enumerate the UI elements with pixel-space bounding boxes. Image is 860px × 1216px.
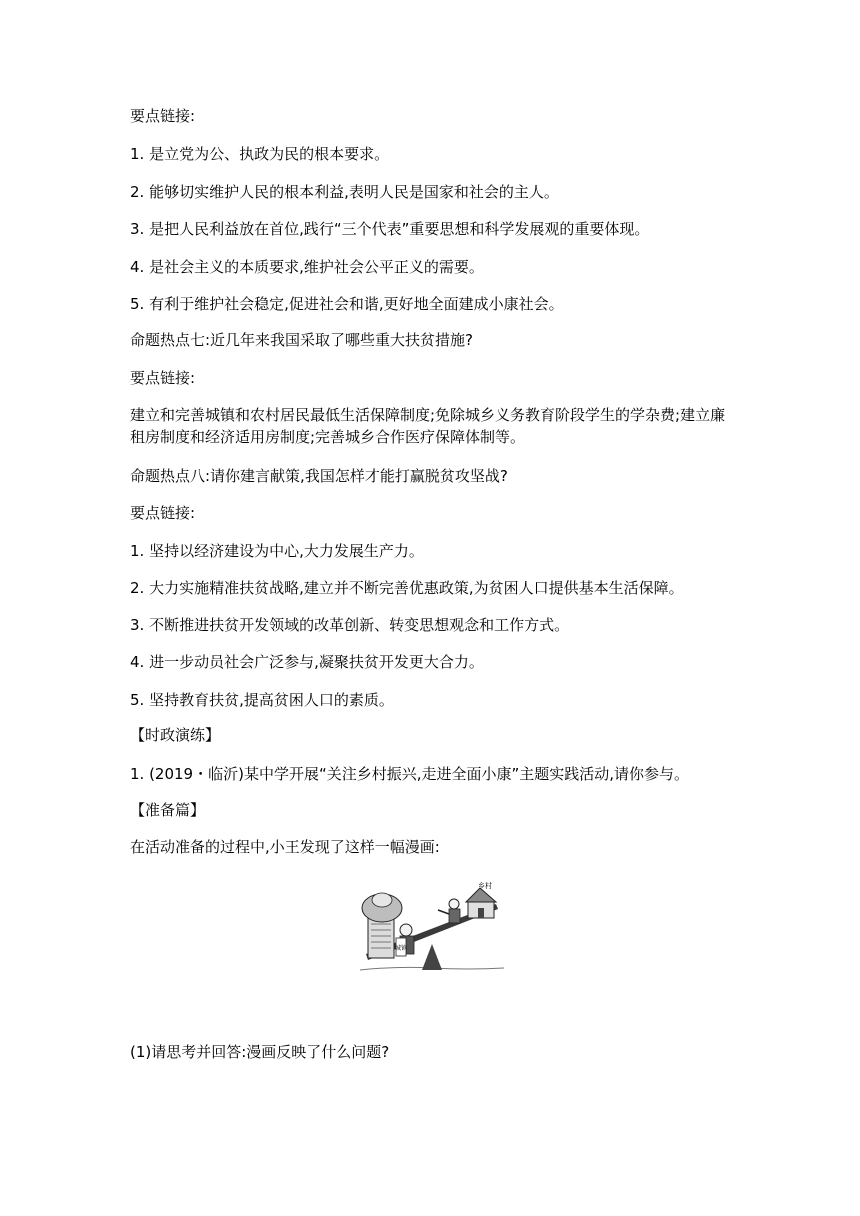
- point-item: 5. 有利于维护社会稳定,促进社会和谐,更好地全面建成小康社会。: [130, 295, 564, 313]
- point-item: 3. 是把人民利益放在首位,践行“三个代表”重要思想和科学发展观的重要体现。: [130, 220, 650, 238]
- rural-sign-label: 乡村: [478, 882, 492, 890]
- hotspot-question: 命题热点七:近几年来我国采取了哪些重大扶贫措施?: [130, 331, 474, 349]
- point-item: 3. 不断推进扶贫开发领域的改革创新、转变思想观念和工作方式。: [130, 616, 570, 634]
- question-item: 1. (2019・临沂)某中学开展“关注乡村振兴,走进全面小康”主题实践活动,请你参与。: [130, 765, 690, 783]
- urban-sign-label: 城镇: [394, 945, 408, 952]
- point-item: 2. 大力实施精准扶贫战略,建立并不断完善优惠政策,为贫困人口提供基本生活保障。: [130, 579, 684, 597]
- links-heading: 要点链接:: [130, 504, 196, 522]
- prep-text: 在活动准备的过程中,小王发现了这样一幅漫画:: [130, 838, 440, 856]
- point-item: 1. 是立党为公、执政为民的根本要求。: [130, 145, 390, 163]
- point-item: 1. 坚持以经济建设为中心,大力发展生产力。: [130, 542, 424, 560]
- hotspot-answer: 建立和完善城镇和农村居民最低生活保障制度;免除城乡义务教育阶段学生的学杂费;建立廉租房制度和经济适用房制度;完善城乡合作医疗保障体制等。: [130, 406, 726, 446]
- seesaw-cartoon-image: [358, 882, 506, 974]
- point-item: 4. 进一步动员社会广泛参与,凝聚扶贫开发更大合力。: [130, 653, 484, 671]
- section-heading: 【准备篇】: [130, 801, 206, 819]
- point-item: 4. 是社会主义的本质要求,维护社会公平正义的需要。: [130, 258, 484, 276]
- section-heading: 【时政演练】: [130, 726, 221, 744]
- links-heading: 要点链接:: [130, 107, 196, 125]
- links-heading: 要点链接:: [130, 369, 196, 387]
- hotspot-question: 命题热点八:请你建言献策,我国怎样才能打赢脱贫攻坚战?: [130, 467, 508, 485]
- sub-question: (1)请思考并回答:漫画反映了什么问题?: [130, 1043, 390, 1061]
- point-item: 2. 能够切实维护人民的根本利益,表明人民是国家和社会的主人。: [130, 183, 559, 201]
- point-item: 5. 坚持教育扶贫,提高贫困人口的素质。: [130, 691, 394, 709]
